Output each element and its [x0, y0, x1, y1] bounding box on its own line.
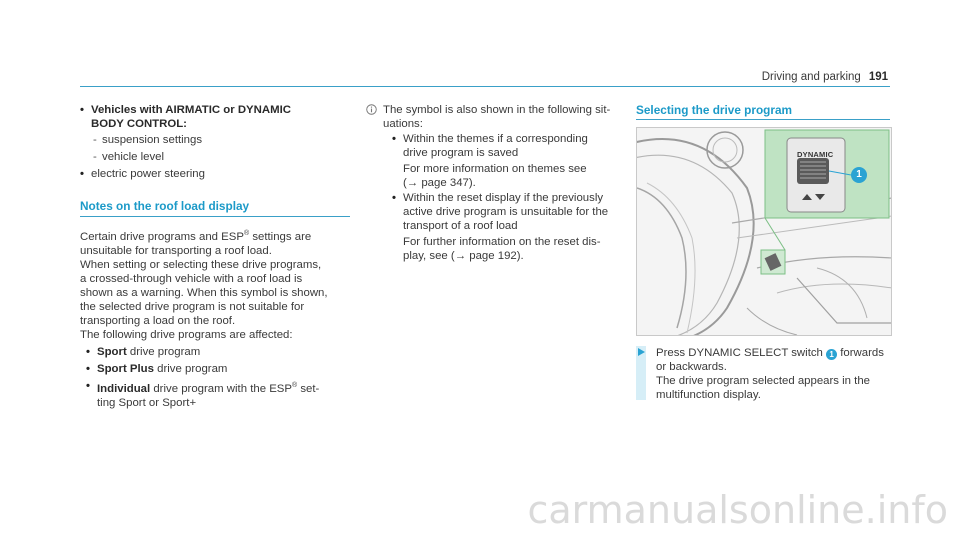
program-item-sport — [86, 345, 355, 359]
paragraph-1: Certain drive programs and ESP® settings are unsuitable for transporting a roof load. — [80, 230, 312, 257]
paragraph-3: The following drive programs are affected: — [80, 328, 293, 341]
notes-heading: Notes on the roof load display — [80, 199, 250, 213]
heading-rule — [636, 119, 890, 120]
running-header — [762, 70, 888, 84]
list-item-electric: • electric power steering — [80, 167, 355, 181]
step-line2: or backwards. — [656, 361, 727, 373]
step-line1a: Press DYNAMIC SELECT switch — [656, 347, 827, 359]
section-title: Driving and parking — [761, 71, 861, 83]
para1-line2: unsuitable for transporting a roof load. — [80, 244, 272, 257]
bullet2-line: • Within the reset display if the previously — [403, 192, 604, 204]
bullet1-line: drive program is saved — [403, 147, 519, 159]
list-item-reset — [392, 191, 626, 263]
selecting-heading: Selecting the drive program — [636, 103, 793, 117]
bullet2-line: transport of a roof load — [403, 220, 518, 232]
column-left — [80, 103, 355, 410]
dashboard-figure — [636, 127, 892, 336]
para1-line1: Certain drive programs and ESP — [80, 230, 244, 243]
bullet2-line: active drive program is unsuitable for the — [403, 206, 609, 218]
para2-line: When setting or selecting these drive programs, — [80, 258, 322, 271]
info-line1: The symbol is also shown in the following sit- — [383, 104, 611, 116]
info-line2: uations: — [383, 118, 423, 130]
program-name: Sport Plus — [97, 362, 154, 375]
bullet2-more: play, see (→ page 192). — [403, 250, 524, 262]
program-item-individual: • Individual drive program with the ESP® set- ting Sport or Sport+ — [86, 379, 355, 410]
dashboard-illustration — [637, 128, 891, 335]
program-desc: drive program — [153, 362, 228, 375]
paragraph-2 — [80, 258, 355, 328]
bullet2-more: For further information on the reset dis- — [403, 236, 601, 248]
program-name: Individual — [97, 382, 151, 395]
heading-rule — [80, 216, 350, 217]
header-rule — [80, 86, 890, 87]
action-arrow-icon — [638, 348, 645, 356]
step-text — [656, 346, 896, 402]
bullet1-line: • Within the themes if a corresponding — [403, 133, 588, 145]
bullet1-more: (→ page 347). — [403, 177, 476, 189]
figure-dynamic-label: DYNAMIC — [797, 150, 834, 159]
program-desc: drive program — [126, 345, 201, 358]
para2-line: transporting a load on the roof. — [80, 314, 236, 327]
vehicles-title-line2: BODY CONTROL: — [91, 118, 187, 130]
para1-line1b: settings are — [249, 230, 312, 243]
result-line2: multifunction display. — [656, 389, 761, 401]
column-middle — [366, 103, 626, 263]
result-line1: The drive program selected appears in the — [656, 375, 871, 387]
list-item-themes — [392, 132, 626, 190]
sub-item-suspension: - suspension settings — [91, 133, 355, 147]
page-number: 191 — [868, 71, 888, 83]
para2-line: shown as a warning. When this symbol is shown, — [80, 286, 328, 299]
sub-item-level: - vehicle level — [91, 150, 355, 164]
program-desc: drive program with the ESP — [150, 382, 292, 395]
para2-line: a crossed-through vehicle with a roof load is — [80, 272, 303, 285]
info-icon — [366, 104, 377, 115]
para2-line: the selected drive program is not suitable for — [80, 300, 305, 313]
vehicles-title-line1: Vehicles with AIRMATIC or DYNAMIC — [91, 104, 291, 116]
program-desc-l2: ting Sport or Sport+ — [97, 396, 197, 409]
callout-1-icon: 1 — [826, 349, 837, 360]
step-line1b: forwards — [837, 347, 884, 359]
program-item-sport-plus — [86, 362, 355, 376]
bullet1-more: For more information on themes see — [403, 163, 587, 175]
program-desc-b: set- — [297, 382, 320, 395]
program-name: Sport — [97, 345, 127, 358]
watermark: carmanualsonline.info — [527, 488, 948, 532]
figure-callout-1: 1 — [851, 167, 867, 183]
list-item — [80, 103, 355, 131]
